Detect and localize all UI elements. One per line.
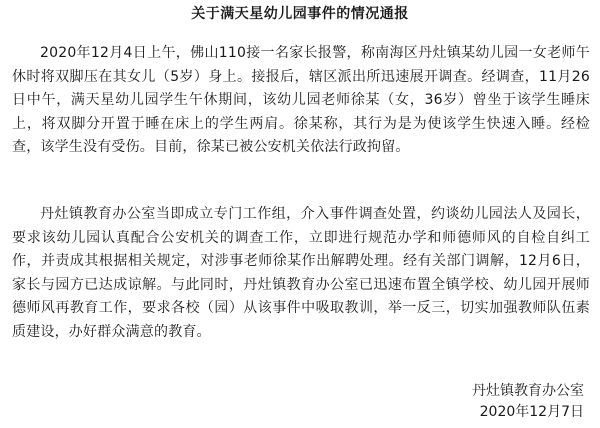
paragraph-education-office-response: 丹灶镇教育办公室当即成立专门工作组，介入事件调查处置，约谈幼儿园法人及园长，要求该幼儿园认真配合公安机关的调查工作，立即进行规范办学和师德师风的自检自纠工作，并责成其根据相关规定，对涉事老师徐某作出解聘处理。经有关部门调解，12月6日，家长与园方已达成谅解。与此同时，丹灶镇教育办公室已迅速布置全镇学校、幼儿园开展师德师风再教育工作，要求各校（园）从该事件中吸取教训，举一反三，切实加强教师队伍素质建设，办好群众满意的教育。 [12,206,590,340]
signature-date: 2020年12月7日 [479,404,584,420]
signature-organization: 丹灶镇教育办公室 [472,383,584,399]
paragraph-police-report: 2020年12月4日上午，佛山110接一名家长报警，称南海区丹灶镇某幼儿园一女老师午休时将双脚压在其女儿（5岁）身上。接报后，辖区派出所迅速展开调查。经调查，11月26日中午，满天星幼儿园学生午休期间，该幼儿园老师徐某（女，36岁）曾坐于该学生睡床上，将双脚分开置于睡在床上的学生两肩。徐某称，其行为是为使该学生快速入睡。经检查，该学生没有受伤。目前，徐某已被公安机关依法行政拘留。 [12,45,590,155]
document-title: 关于满天星幼儿园事件的情况通报 [191,6,409,22]
